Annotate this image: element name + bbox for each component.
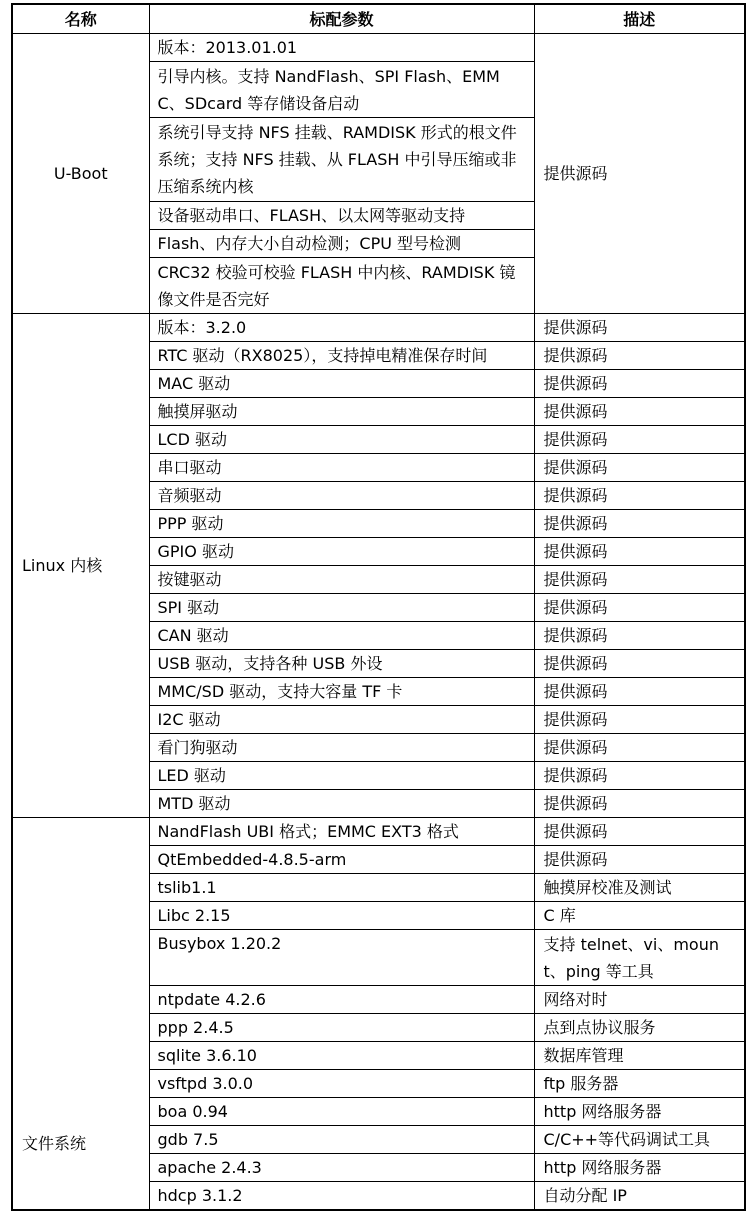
param-cell: hdcp 3.1.2: [149, 1182, 534, 1211]
desc-cell: 提供源码: [534, 314, 745, 342]
desc-cell: 自动分配 IP: [534, 1182, 745, 1211]
param-cell: MTD 驱动: [149, 790, 534, 818]
spec-table-container: [11, 3, 744, 1211]
header-name: 名称: [12, 4, 149, 34]
param-cell: RTC 驱动（RX8025），支持掉电精准保存时间: [149, 342, 534, 370]
param-cell: Libc 2.15: [149, 902, 534, 930]
desc-cell: 触摸屏校准及测试: [534, 874, 745, 902]
param-cell: Busybox 1.20.2: [149, 930, 534, 986]
header-desc: 描述: [534, 4, 745, 34]
param-cell: 看门狗驱动: [149, 734, 534, 762]
param-cell: PPP 驱动: [149, 510, 534, 538]
header-params: 标配参数: [149, 4, 534, 34]
desc-cell: 提供源码: [534, 538, 745, 566]
section-name: Linux 内核: [12, 314, 149, 818]
param-cell: vsftpd 3.0.0: [149, 1070, 534, 1098]
param-cell: tslib1.1: [149, 874, 534, 902]
param-cell: I2C 驱动: [149, 706, 534, 734]
desc-cell: 提供源码: [534, 566, 745, 594]
desc-cell: http 网络服务器: [534, 1154, 745, 1182]
table-row: [12, 34, 745, 62]
spec-table: [11, 3, 746, 1211]
param-cell: SPI 驱动: [149, 594, 534, 622]
param-cell: apache 2.4.3: [149, 1154, 534, 1182]
section-name-uboot: U-Boot: [12, 34, 149, 314]
param-cell: MAC 驱动: [149, 370, 534, 398]
desc-cell: 提供源码: [534, 370, 745, 398]
table-row: [12, 314, 745, 342]
param-cell: 引导内核。支持 NandFlash、SPI Flash、EMMC、SDcard 等存储设备启动: [149, 62, 534, 118]
desc-cell: 提供源码: [534, 678, 745, 706]
desc-cell: 提供源码: [534, 762, 745, 790]
param-cell: 按键驱动: [149, 566, 534, 594]
desc-cell: http 网络服务器: [534, 1098, 745, 1126]
param-cell: LCD 驱动: [149, 426, 534, 454]
desc-cell: 提供源码: [534, 734, 745, 762]
desc-cell: 网络对时: [534, 986, 745, 1014]
header-row: [12, 4, 745, 34]
param-cell: ntpdate 4.2.6: [149, 986, 534, 1014]
desc-cell: 提供源码: [534, 454, 745, 482]
param-cell: NandFlash UBI 格式；EMMC EXT3 格式: [149, 818, 534, 846]
param-cell: QtEmbedded-4.8.5-arm: [149, 846, 534, 874]
desc-cell: C/C++等代码调试工具: [534, 1126, 745, 1154]
desc-cell: ftp 服务器: [534, 1070, 745, 1098]
param-cell: 设备驱动串口、FLASH、以太网等驱动支持: [149, 202, 534, 230]
desc-cell: 提供源码: [534, 594, 745, 622]
param-cell: 版本：2013.01.01: [149, 34, 534, 62]
desc-cell-uboot: 提供源码: [534, 34, 745, 314]
desc-cell: 提供源码: [534, 398, 745, 426]
param-cell: MMC/SD 驱动，支持大容量 TF 卡: [149, 678, 534, 706]
section-name: 文件系统: [12, 818, 149, 1211]
param-cell: GPIO 驱动: [149, 538, 534, 566]
desc-cell: 点到点协议服务: [534, 1014, 745, 1042]
param-cell: sqlite 3.6.10: [149, 1042, 534, 1070]
param-cell: Flash、内存大小自动检测；CPU 型号检测: [149, 230, 534, 258]
desc-cell: C 库: [534, 902, 745, 930]
desc-cell: 提供源码: [534, 342, 745, 370]
param-cell: 版本：3.2.0: [149, 314, 534, 342]
desc-cell: 数据库管理: [534, 1042, 745, 1070]
table-row: [12, 818, 745, 846]
param-cell: 串口驱动: [149, 454, 534, 482]
param-cell: boa 0.94: [149, 1098, 534, 1126]
desc-cell: 提供源码: [534, 706, 745, 734]
param-cell: 触摸屏驱动: [149, 398, 534, 426]
desc-cell: 提供源码: [534, 790, 745, 818]
desc-cell: 提供源码: [534, 650, 745, 678]
desc-cell: 提供源码: [534, 818, 745, 846]
param-cell: LED 驱动: [149, 762, 534, 790]
desc-cell: 支持 telnet、vi、mount、ping 等工具: [534, 930, 745, 986]
param-cell: 音频驱动: [149, 482, 534, 510]
desc-cell: 提供源码: [534, 622, 745, 650]
param-cell: ppp 2.4.5: [149, 1014, 534, 1042]
desc-cell: 提供源码: [534, 426, 745, 454]
param-cell: 系统引导支持 NFS 挂载、RAMDISK 形式的根文件系统；支持 NFS 挂载、从 FLASH 中引导压缩或非压缩系统内核: [149, 118, 534, 202]
param-cell: gdb 7.5: [149, 1126, 534, 1154]
desc-cell: 提供源码: [534, 510, 745, 538]
param-cell: CAN 驱动: [149, 622, 534, 650]
desc-cell: 提供源码: [534, 482, 745, 510]
param-cell: CRC32 校验可校验 FLASH 中内核、RAMDISK 镜像文件是否完好: [149, 258, 534, 314]
desc-cell: 提供源码: [534, 846, 745, 874]
param-cell: USB 驱动，支持各种 USB 外设: [149, 650, 534, 678]
